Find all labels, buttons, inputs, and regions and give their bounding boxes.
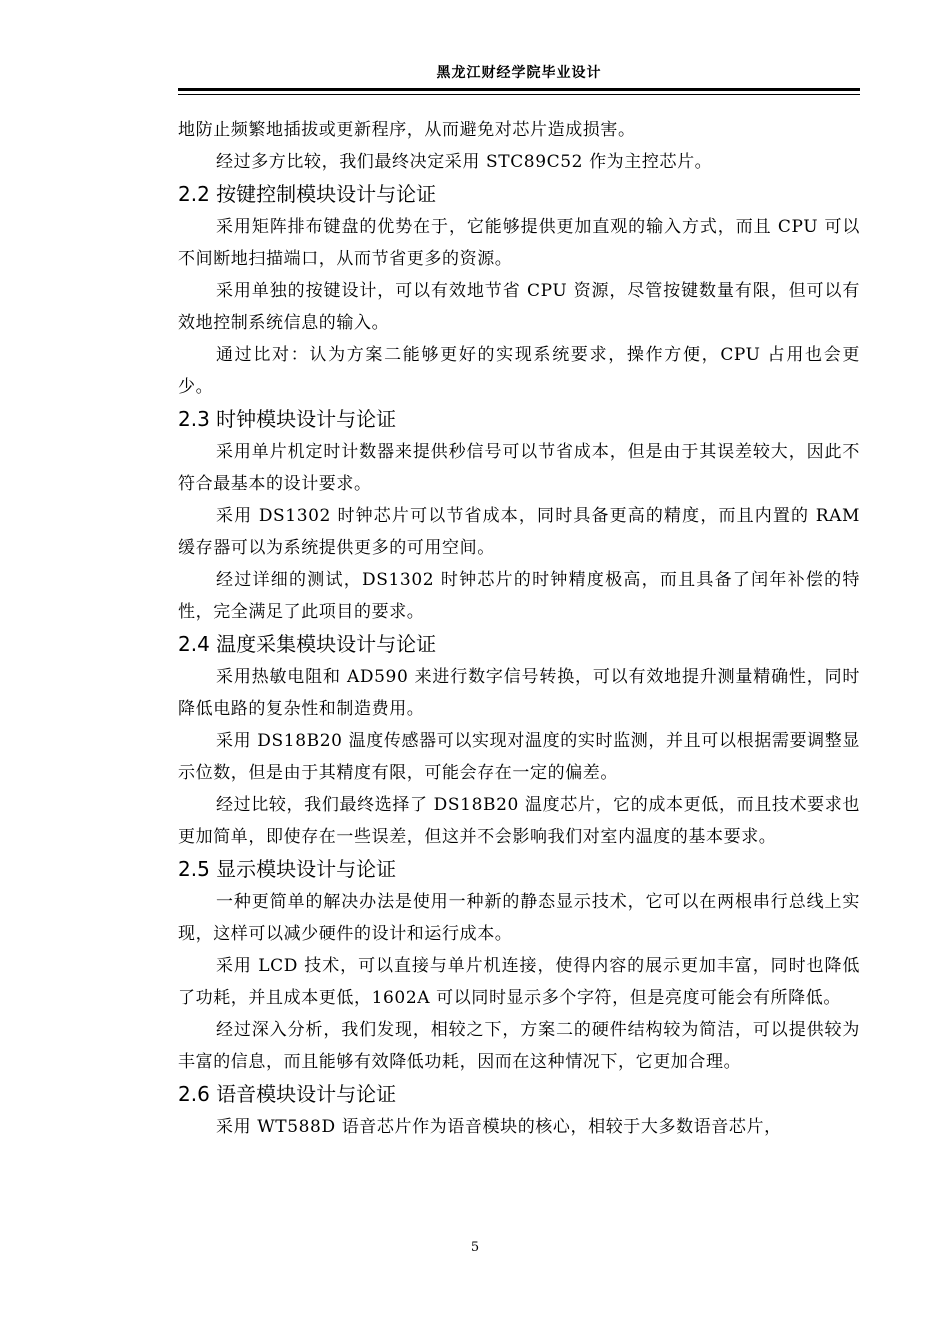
section-heading: 2.6 语音模块设计与论证	[178, 1082, 397, 1106]
paragraph: 经过比较，我们最终选择了 DS18B20 温度芯片，它的成本更低，而且技术要求也更加简单，即使存在一些误差，但这并不会影响我们对室内温度的基本要求。	[178, 795, 860, 847]
paragraph: 经过深入分析，我们发现，相较之下，方案二的硬件结构较为简洁，可以提供较为丰富的信息，而且能够有效降低功耗，因而在这种情况下，它更加合理。	[178, 1020, 860, 1072]
paragraph: 经过详细的测试，DS1302 时钟芯片的时钟精度极高，而且具备了闰年补偿的特性，完全满足了此项目的要求。	[178, 570, 860, 622]
paragraph: 采用 LCD 技术，可以直接与单片机连接，使得内容的展示更加丰富，同时也降低了功耗，并且成本更低，1602A 可以同时显示多个字符，但是亮度可能会有所降低。	[178, 956, 860, 1008]
paragraph: 采用单独的按键设计，可以有效地节省 CPU 资源，尽管按键数量有限，但可以有效地控制系统信息的输入。	[178, 281, 860, 333]
page-number: 5	[470, 1240, 480, 1255]
header-rule-thin	[178, 94, 860, 95]
paragraph: 采用 DS18B20 温度传感器可以实现对温度的实时监测，并且可以根据需要调整显示位数，但是由于其精度有限，可能会存在一定的偏差。	[178, 731, 860, 783]
section-heading: 2.4 温度采集模块设计与论证	[178, 632, 437, 656]
paragraph: 采用 DS1302 时钟芯片可以节省成本，同时具备更高的精度，而且内置的 RAM 缓存器可以为系统提供更多的可用空间。	[178, 506, 860, 558]
paragraph: 采用 WT588D 语音芯片作为语音模块的核心，相较于大多数语音芯片，	[216, 1117, 782, 1137]
section-heading: 2.2 按键控制模块设计与论证	[178, 182, 437, 206]
section-heading: 2.5 显示模块设计与论证	[178, 857, 397, 881]
paragraph: 通过比对：认为方案二能够更好的实现系统要求，操作方便，CPU 占用也会更少。	[178, 345, 860, 397]
paragraph: 采用热敏电阻和 AD590 来进行数字信号转换，可以有效地提升测量精确性，同时降低电路的复杂性和制造费用。	[178, 667, 860, 719]
paragraph: 采用矩阵排布键盘的优势在于，它能够提供更加直观的输入方式，而且 CPU 可以不间断地扫描端口，从而节省更多的资源。	[178, 217, 860, 269]
header-rule-thick	[178, 88, 860, 91]
paragraph: 地防止频繁地插拔或更新程序，从而避免对芯片造成损害。	[178, 120, 636, 140]
paragraph: 一种更简单的解决办法是使用一种新的静态显示技术，它可以在两根串行总线上实现，这样可以减少硬件的设计和运行成本。	[178, 892, 860, 944]
document-body	[178, 114, 860, 1143]
paragraph: 采用单片机定时计数器来提供秒信号可以节省成本，但是由于其误差较大，因此不符合最基本的设计要求。	[178, 442, 860, 494]
section-heading: 2.3 时钟模块设计与论证	[178, 407, 397, 431]
paragraph: 经过多方比较，我们最终决定采用 STC89C52 作为主控芯片。	[216, 152, 713, 172]
page-header: 黑龙江财经学院毕业设计	[436, 65, 602, 81]
